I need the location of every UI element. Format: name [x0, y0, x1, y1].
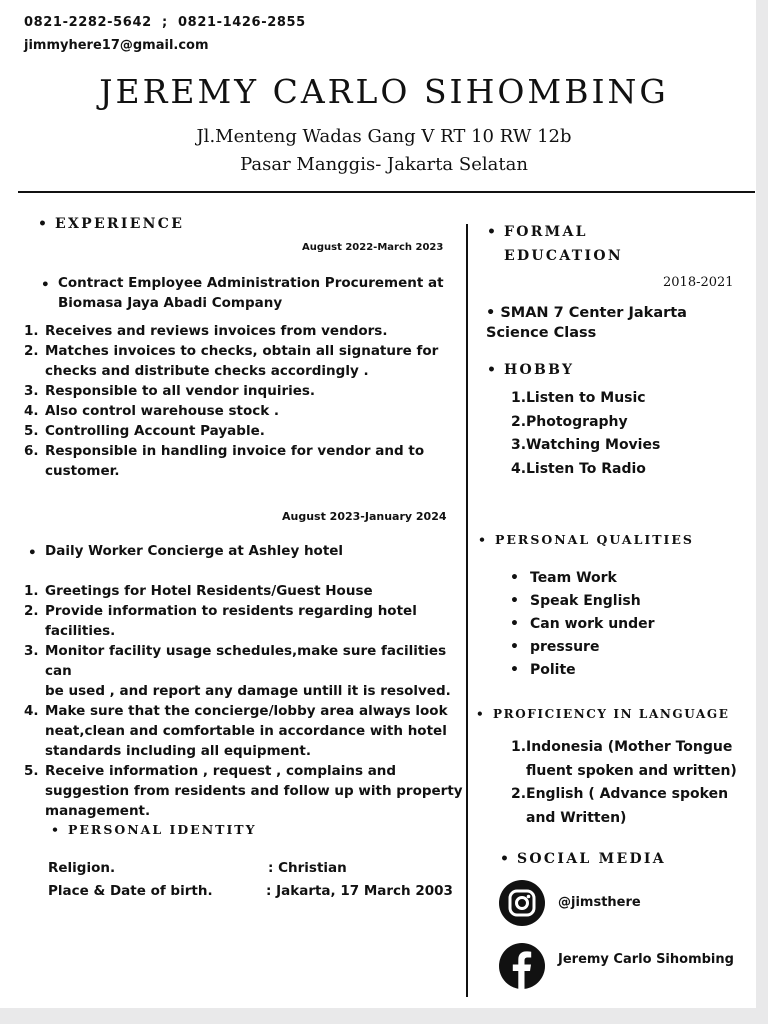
religion-label: Religion. — [48, 860, 116, 876]
candidate-name: JEREMY CARLO SIHOMBING — [99, 72, 669, 111]
list-item-continuation: • pressure — [510, 636, 750, 659]
item-text: Indonesia (Mother Tongue — [526, 739, 733, 755]
item-text: standards including all equipment. — [45, 743, 311, 759]
item-number: 3. — [24, 643, 39, 659]
job-1-title-line-1: • Contract Employee Administration Procurement at — [58, 275, 444, 291]
job-1-title-line-2: Biomasa Jaya Abadi Company — [58, 295, 283, 311]
list-item: • Team Work — [510, 567, 750, 590]
item-text: Greetings for Hotel Residents/Guest House — [45, 583, 373, 599]
hobby-list — [511, 387, 751, 481]
item-text: and Written) — [526, 809, 627, 826]
job-1-dates: August 2022-March 2023 — [302, 242, 444, 253]
item-text: Listen to Music — [526, 390, 646, 406]
item-text: Responsible to all vendor inquiries. — [45, 383, 316, 399]
list-item — [24, 601, 464, 641]
list-item — [24, 441, 464, 481]
item-text: Responsible in handling invoice for vendor and to — [45, 443, 425, 459]
item-number: 2. — [511, 786, 527, 802]
item-text: checks and distribute checks accordingly . — [45, 363, 369, 379]
religion-value: : Christian — [268, 860, 347, 876]
instagram-handle[interactable]: @jimsthere — [558, 895, 641, 910]
hobby-heading: • HOBBY — [504, 362, 574, 378]
school-line-2: Science Class — [486, 325, 597, 341]
item-text: fluent spoken and written) — [526, 762, 737, 779]
list-item — [24, 701, 464, 761]
list-item — [24, 421, 464, 441]
list-item — [511, 458, 751, 482]
facebook-name[interactable]: Jeremy Carlo Sihombing — [558, 952, 734, 967]
list-item — [24, 581, 464, 601]
item-number: 2. — [24, 603, 39, 619]
list-item: • Speak English — [510, 590, 750, 613]
item-text: Receive information , request , complains and — [45, 763, 397, 779]
list-item — [511, 387, 751, 411]
birth-value: : Jakarta, 17 March 2003 — [266, 883, 453, 899]
item-number: 1. — [511, 739, 527, 755]
list-item — [24, 341, 464, 381]
item-text: Also control warehouse stock . — [45, 403, 280, 419]
item-number: 4. — [24, 403, 39, 419]
column-divider — [466, 224, 468, 997]
item-number: 1. — [511, 390, 527, 406]
experience-heading: • EXPERIENCE — [55, 216, 184, 232]
item-text: Make sure that the concierge/lobby area always look — [45, 703, 448, 719]
phone-numbers: 0821-2282-5642 ; 0821-1426-2855 — [24, 15, 306, 30]
item-text: Photography — [526, 413, 628, 430]
item-text: management. — [45, 803, 151, 819]
list-item — [511, 434, 751, 458]
item-text: neat,clean and comfortable in accordance with hotel — [45, 723, 447, 739]
item-number: 2. — [511, 413, 527, 430]
list-item — [511, 783, 751, 830]
item-text: Controlling Account Payable. — [45, 423, 265, 439]
item-number: 3. — [24, 383, 39, 399]
facebook-glyph — [499, 943, 545, 989]
item-text: Provide information to residents regarding hotel — [45, 603, 417, 619]
address-line-1: Jl.Menteng Wadas Gang V RT 10 RW 12b — [196, 126, 572, 147]
item-text: Monitor facility usage schedules,make sure facilities can — [45, 643, 447, 679]
list-item: • Can work under — [510, 613, 750, 636]
item-text: facilities. — [45, 623, 116, 639]
job-1-title — [58, 273, 444, 313]
list-item — [24, 321, 464, 341]
qualities-heading: • PERSONAL QUALITIES — [495, 532, 694, 547]
list-item: • Polite — [510, 659, 750, 682]
qualities-list — [510, 567, 750, 682]
personal-identity-heading: • PERSONAL IDENTITY — [68, 822, 257, 837]
item-text: customer. — [45, 463, 120, 479]
job-1-duties — [24, 321, 464, 481]
item-text: English ( Advance spoken — [526, 786, 729, 802]
school-line-1: • SMAN 7 Center Jakarta — [486, 305, 687, 321]
language-list — [511, 736, 751, 830]
item-text: Listen To Radio — [526, 460, 646, 477]
list-item — [24, 641, 464, 701]
instagram-icon[interactable] — [499, 880, 545, 926]
job-2-dates: August 2023-January 2024 — [282, 510, 447, 523]
item-number: 3. — [511, 437, 527, 453]
item-number: 4. — [24, 703, 39, 719]
address-line-2: Pasar Manggis- Jakarta Selatan — [240, 154, 528, 175]
social-media-heading: • SOCIAL MEDIA — [517, 851, 666, 867]
item-number: 4. — [511, 460, 527, 477]
item-number: 1. — [24, 583, 39, 599]
list-item — [511, 736, 751, 783]
education-heading-line-1: FORMAL — [504, 224, 588, 240]
facebook-icon[interactable] — [499, 943, 545, 989]
education-heading-line-2: EDUCATION — [504, 248, 623, 264]
job-2-title-line-1: • Daily Worker Concierge at Ashley hotel — [45, 543, 343, 559]
birth-label: Place & Date of birth. — [48, 883, 213, 899]
item-text: suggestion from residents and follow up with property — [45, 783, 463, 799]
list-item — [24, 401, 464, 421]
item-number: 6. — [24, 443, 39, 459]
education-dates: 2018-2021 — [663, 275, 734, 290]
item-number: 1. — [24, 323, 39, 339]
item-text: Receives and reviews invoices from vendors. — [45, 323, 388, 339]
email-address: jimmyhere17@gmail.com — [24, 38, 209, 53]
header-divider — [18, 191, 755, 193]
item-text: Watching Movies — [526, 437, 661, 453]
item-number: 5. — [24, 423, 39, 439]
instagram-glyph — [499, 880, 545, 926]
list-item — [511, 411, 751, 435]
education-school — [486, 303, 687, 343]
item-text: Matches invoices to checks, obtain all signature for — [45, 343, 439, 359]
education-heading — [504, 220, 623, 268]
job-2-title — [45, 541, 343, 561]
language-heading: • PROFICIENCY IN LANGUAGE — [493, 707, 729, 721]
list-item — [24, 761, 464, 821]
item-number: 2. — [24, 343, 39, 359]
job-2-duties — [24, 581, 464, 821]
list-item — [24, 381, 464, 401]
item-number: 5. — [24, 763, 39, 779]
item-text: be used , and report any damage untill it is resolved. — [45, 683, 451, 699]
